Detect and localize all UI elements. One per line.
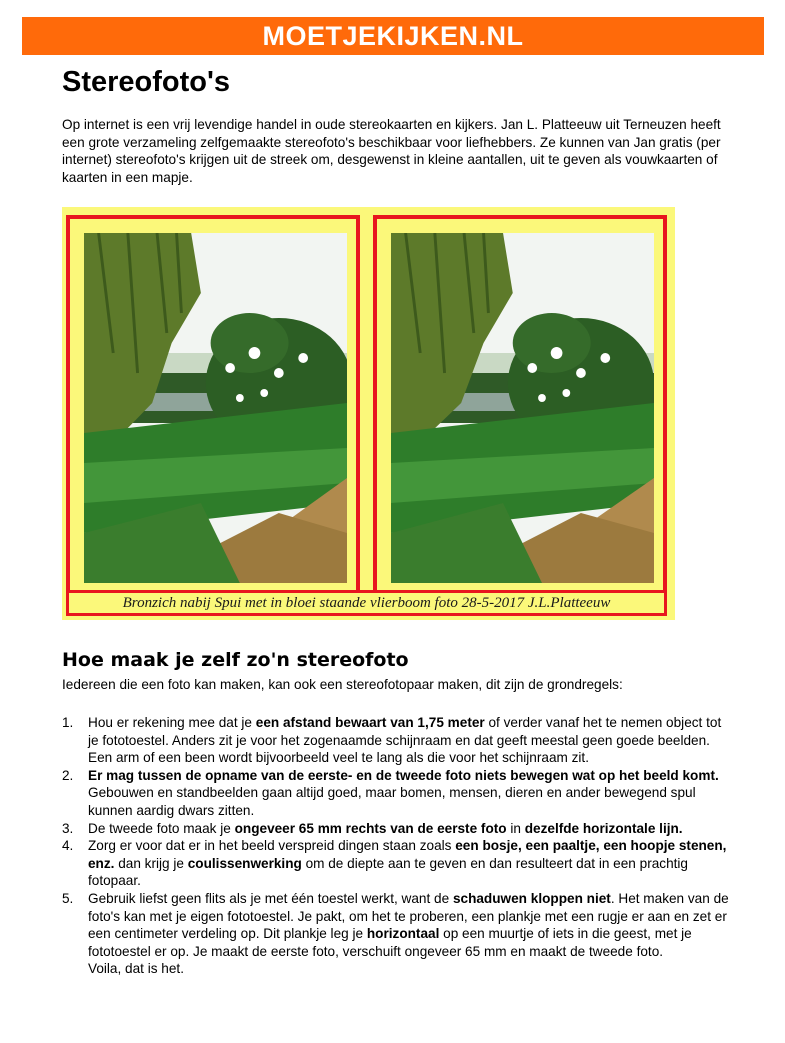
stereo-photo-pair [62,207,675,620]
photo-left [84,233,347,583]
step-text-bold: horizontaal [366,926,440,942]
site-banner [22,17,764,55]
section-intro: Iedereen die een foto kan maken, kan ook een stereofotopaar maken, dit zijn de grondregels: [62,677,623,692]
step-text-bold: een afstand bewaart van 1,75 meter [255,715,485,730]
step-text-bold: schaduwen kloppen niet [452,890,611,906]
step-item [62,820,732,838]
step-text-bold: een bosje, een paaltje, een hoopje stenen, enz. [88,838,727,871]
step-number: 3. [62,820,74,836]
step-item [62,714,732,767]
step-text: om de diepte aan te geven en dan resulteert dat in een prachtig fotopaar. [88,855,688,889]
step-text: in [506,820,525,836]
site-name: MOETJEKIJKEN.NL [262,21,524,51]
intro-paragraph: Op internet is een vrij levendige handel in oude stereokaarten en kijkers. Jan L. Platteeuw uit Terneuzen heeft een grote verzameling zelfgemaakte stereofoto's beschikbaar voor liefhebbers. Ze kunnen van Jan gratis (per internet) stereofoto's krijgen uit de streek om, desgewenst in kleine aantallen, uit te geven als vouwkaarten of kaarten in een mapje. [62,117,721,185]
step-text: of verder vanaf het te nemen object tot je fototoestel. Anders zit je voor het zogenaamde schijnraam en dat geeft meestal geen goede beelden. Een arm of een been wordt bijvoorbeeld veel te lang als die voor het schijnraam zit. [88,715,722,766]
step-text: Hou er rekening mee dat je [88,715,256,730]
step-number: 1. [62,715,74,730]
step-text: Gebouwen en standbeelden gaan altijd goed, maar bomen, mensen, dieren en ander bewegend spul kunnen aardig dwars zitten. [88,785,696,818]
step-number: 4. [62,838,74,854]
step-text: De tweede foto maak je [88,820,235,836]
step-text: dan krijg je [114,855,188,871]
step-text: Gebruik liefst geen flits als je met één toestel werkt, want de [88,890,453,906]
section-heading: Hoe maak je zelf zo'n stereofoto [62,649,409,671]
step-number: 5. [62,890,74,906]
step-item [62,837,732,890]
photo-caption [66,590,667,616]
landscape-photo-right [391,233,654,583]
step-item [62,767,732,820]
photo-caption-text: Bronzich nabij Spui met in bloei staande vlierboom foto 28-5-2017 J.L.Platteeuw [122,595,611,611]
step-number: 2. [62,767,74,783]
step-item [62,890,732,978]
step-text-bold: coulissenwerking [187,855,302,871]
step-text-bold: dezelfde horizontale lijn. [524,820,683,836]
photo-right [391,233,654,583]
instruction-steps [62,714,732,978]
step-text: op een muurtje of iets in die geest, met je fototoestel er op. Je maakt de eerste foto, verschuift ongeveer 65 mm en maakt de tweede foto. [88,926,692,959]
landscape-photo-left [84,233,347,583]
page-title: Stereofoto's [62,66,231,98]
step-text-bold: Er mag tussen de opname van de eerste- en de tweede foto niets bewegen wat op het beeld komt. [88,767,719,783]
stereo-frame-right [373,215,667,596]
step-text: Voila, dat is het. [88,961,184,977]
step-text: Zorg er voor dat er in het beeld verspreid dingen staan zoals [88,838,456,854]
step-text: . Het maken van de foto's kan met je eigen fototoestel. Je pakt, om het te proberen, een plankje met een rugje er aan en zet er een centimeter verdeling op. Dit plankje leg je [88,890,729,942]
stereo-frame-left [66,215,360,596]
step-text-bold: ongeveer 65 mm rechts van de eerste foto [234,820,507,836]
